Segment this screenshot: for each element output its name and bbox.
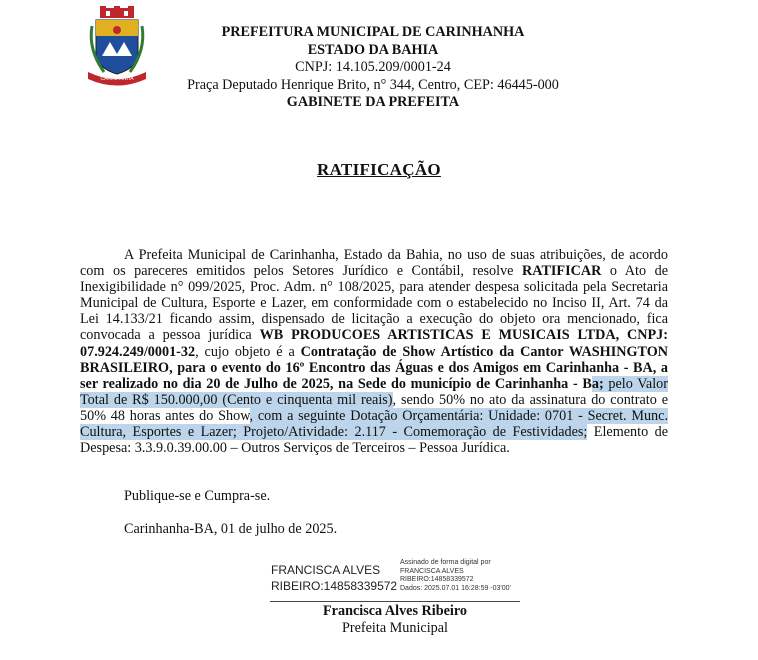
ratification-paragraph bbox=[80, 247, 668, 456]
body-object: Contratação de Show Artístico da Cantor WASHINGTON BRASILEIRO, para o evento do 16º Encontro das Águas e dos Amigos em Carinhanha - BA, a ser realizado no dia 20 de Julho de 2025, na Sede do município de Carinhanha - B bbox=[80, 343, 668, 392]
signature-detail-2: FRANCISCA ALVES bbox=[400, 567, 464, 575]
document-title: RATIFICAÇÃO bbox=[317, 160, 441, 179]
header-address: Praça Deputado Henrique Brito, n° 344, Centro, CEP: 46445-000 bbox=[187, 76, 559, 93]
digital-signature-name bbox=[271, 562, 397, 594]
digital-signature-name-line2: RIBEIRO:14858339572 bbox=[271, 579, 398, 593]
header-estado: ESTADO DA BAHIA bbox=[307, 41, 439, 58]
publique-line: Publique-se e Cumpra-se. bbox=[124, 488, 271, 504]
body-value-highlight: pelo Valor Total de R$ 150.000,00 (Cento e cinquenta mil reais) bbox=[80, 375, 668, 408]
body-text-1: A Prefeita Municipal de Carinhanha, Estado da Bahia, no uso de suas atribuições, de acordo com os pareceres emitidos pelos Setores Jurídico e Contábil, resolve bbox=[80, 247, 668, 280]
body-object-end-highlight: a; bbox=[591, 375, 604, 392]
signatory-name: Francisca Alves Ribeiro bbox=[323, 603, 467, 619]
body-text-2: o Ato de Inexigibilidade n° 099/2025, Proc. Adm. n° 108/2025, para atender despesa solicitada pela Secretaria Municipal de Cultura, Esporte e Lazer, em conformidade com o estabelecido no Inciso II, Art. 74 da Lei 14.133/21 ficando assim, dispensado de licitação a execução do objeto ora mencionado, fica convocada a pessoa jurídica bbox=[80, 263, 668, 344]
signatory-role: Prefeita Municipal bbox=[342, 620, 448, 636]
body-elemento-despesa: Elemento de Despesa: 3.3.9.0.39.00.00 – Outros Serviços de Terceiros – Pessoa Jurídica. bbox=[80, 424, 668, 457]
header-gabinete: GABINETE DA PREFEITA bbox=[286, 94, 460, 111]
header-prefeitura: PREFEITURA MUNICIPAL DE CARINHANHA bbox=[221, 24, 525, 40]
digital-signature-details bbox=[400, 559, 511, 594]
letterhead bbox=[170, 24, 576, 112]
body-dotacao-highlight: , com a seguinte Dotação Orçamentária: Unidade: 0701 - Secret. Munc. Cultura, Esportes e Lazer; Projeto/Atividade: 2.117 - Comemoração de Festividades; bbox=[80, 407, 668, 441]
body-ratificar: RATIFICAR bbox=[522, 263, 602, 280]
body-payment-terms: , sendo 50% no ato da assinatura do contrato e 50% 48 horas antes do Show bbox=[80, 391, 668, 424]
signature-line bbox=[270, 601, 520, 602]
header-cnpj: CNPJ: 14.105.209/0001-24 bbox=[295, 59, 451, 76]
body-text-3: , cujo objeto é a bbox=[195, 343, 301, 360]
signature-detail-1: Assinado de forma digital por bbox=[400, 559, 491, 566]
signature-detail-3: RIBEIRO:14858339572 bbox=[400, 576, 474, 584]
crest-ribbon-text: CARINHANHA bbox=[100, 76, 134, 82]
digital-signature-name-line1: FRANCISCA ALVES bbox=[271, 563, 381, 577]
body-company: WB PRODUCOES ARTISTICAS E MUSICAIS LTDA, CNPJ: 07.924.249/0001-32 bbox=[80, 327, 668, 360]
signature-detail-4: Dados: 2025.07.01 16:28:59 -03'00' bbox=[400, 585, 511, 593]
date-line: Carinhanha-BA, 01 de julho de 2025. bbox=[124, 521, 338, 537]
municipal-crest-icon bbox=[86, 6, 148, 88]
